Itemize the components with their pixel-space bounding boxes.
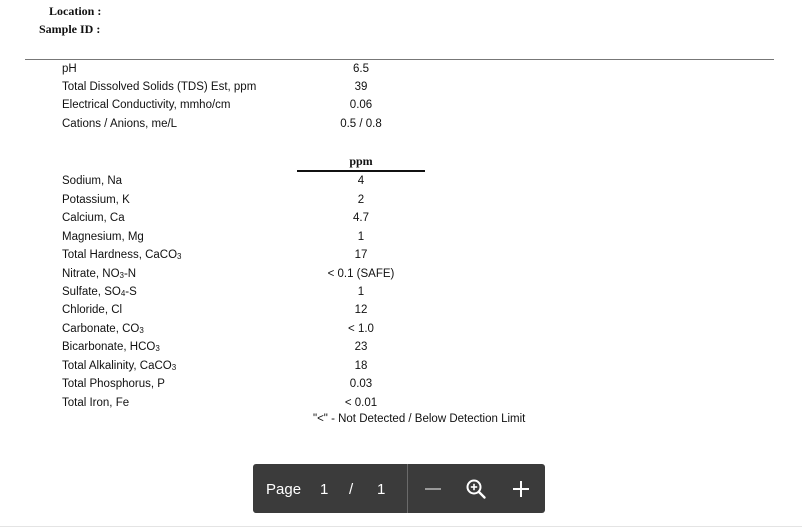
page-separator: / [349, 481, 354, 498]
header-divider [25, 59, 774, 60]
row-value: 4.7 [353, 212, 369, 224]
location-label: Location : [49, 4, 102, 18]
current-page-number[interactable]: 1 [320, 481, 329, 498]
table-row [0, 286, 802, 304]
table-row [0, 231, 802, 249]
label-text: Bicarbonate, HCO [62, 341, 156, 353]
plus-icon [511, 479, 531, 499]
row-value: 4 [357, 175, 365, 187]
label-subscript: 3 [119, 271, 124, 280]
row-label: Chloride, Cl [62, 304, 123, 316]
row-label: Magnesium, Mg [62, 231, 144, 243]
toolbar-divider [407, 464, 408, 513]
table-row [0, 323, 802, 341]
zoom-in-button[interactable] [461, 474, 491, 504]
table-row [0, 360, 802, 378]
sample-id-label: Sample ID : [39, 22, 101, 36]
label-suffix: -N [123, 268, 137, 280]
page-label: Page [266, 481, 302, 498]
total-pages: 1 [377, 481, 386, 498]
label-text: Carbonate, CO [62, 323, 140, 335]
label-subscript: 3 [155, 344, 160, 353]
row-value: < 1.0 [348, 323, 374, 335]
row-label [62, 341, 160, 353]
row-value: 39 [354, 81, 368, 93]
zoom-out-button[interactable] [418, 474, 448, 504]
row-label: Sodium, Na [62, 175, 123, 187]
table-row [0, 249, 802, 267]
row-label: Total Iron, Fe [62, 397, 130, 409]
row-label [62, 249, 182, 261]
row-label: Total Dissolved Solids (TDS) Est, ppm [62, 81, 257, 93]
table-row [0, 118, 802, 136]
label-subscript: 3 [177, 252, 182, 261]
row-label: pH [62, 63, 77, 75]
row-label [62, 323, 144, 335]
ppm-column-header: ppm [349, 154, 373, 168]
table-row [0, 175, 802, 193]
row-label [62, 268, 136, 280]
row-label: Potassium, K [62, 194, 130, 206]
ppm-underline [297, 170, 425, 172]
row-value: 18 [354, 360, 368, 372]
row-value: 0.06 [349, 99, 373, 111]
label-text: Total Alkalinity, CaCO [62, 360, 172, 372]
row-value: 12 [354, 304, 368, 316]
plus-button[interactable] [506, 474, 536, 504]
table-row [0, 304, 802, 322]
zoom-in-icon [465, 478, 487, 500]
table-row [0, 81, 802, 99]
row-value: 0.5 / 0.8 [340, 118, 382, 130]
row-value: < 0.01 [344, 397, 378, 409]
row-label [62, 360, 176, 372]
table-row [0, 212, 802, 230]
label-text: Total Hardness, CaCO [62, 249, 178, 261]
row-label: Cations / Anions, me/L [62, 118, 178, 130]
label-text: Sulfate, SO [62, 286, 121, 298]
row-value: 0.03 [349, 378, 373, 390]
row-value: 2 [357, 194, 365, 206]
detection-limit-footnote: "<" - Not Detected / Below Detection Limit [313, 413, 526, 425]
zoom-out-icon [423, 479, 443, 499]
row-label: Calcium, Ca [62, 212, 125, 224]
row-label: Electrical Conductivity, mmho/cm [62, 99, 231, 111]
row-value: 1 [357, 286, 365, 298]
table-row [0, 63, 802, 81]
label-suffix: -S [125, 286, 137, 298]
row-value: 17 [354, 249, 368, 261]
label-subscript: 4 [120, 289, 126, 298]
row-value: 6.5 [353, 63, 369, 75]
row-label [62, 286, 137, 298]
row-label: Total Phosphorus, P [62, 378, 165, 390]
table-row [0, 378, 802, 396]
row-value: 1 [357, 231, 365, 243]
pdf-page-toolbar [253, 464, 545, 513]
table-row [0, 341, 802, 359]
row-value: 23 [354, 341, 368, 353]
row-value: < 0.1 (SAFE) [327, 268, 395, 280]
label-subscript: 3 [139, 326, 144, 335]
table-row [0, 268, 802, 286]
label-subscript: 3 [171, 363, 177, 372]
viewer-bottom-border [0, 526, 802, 527]
table-row [0, 99, 802, 117]
label-text: Nitrate, NO [62, 268, 120, 280]
table-row [0, 194, 802, 212]
